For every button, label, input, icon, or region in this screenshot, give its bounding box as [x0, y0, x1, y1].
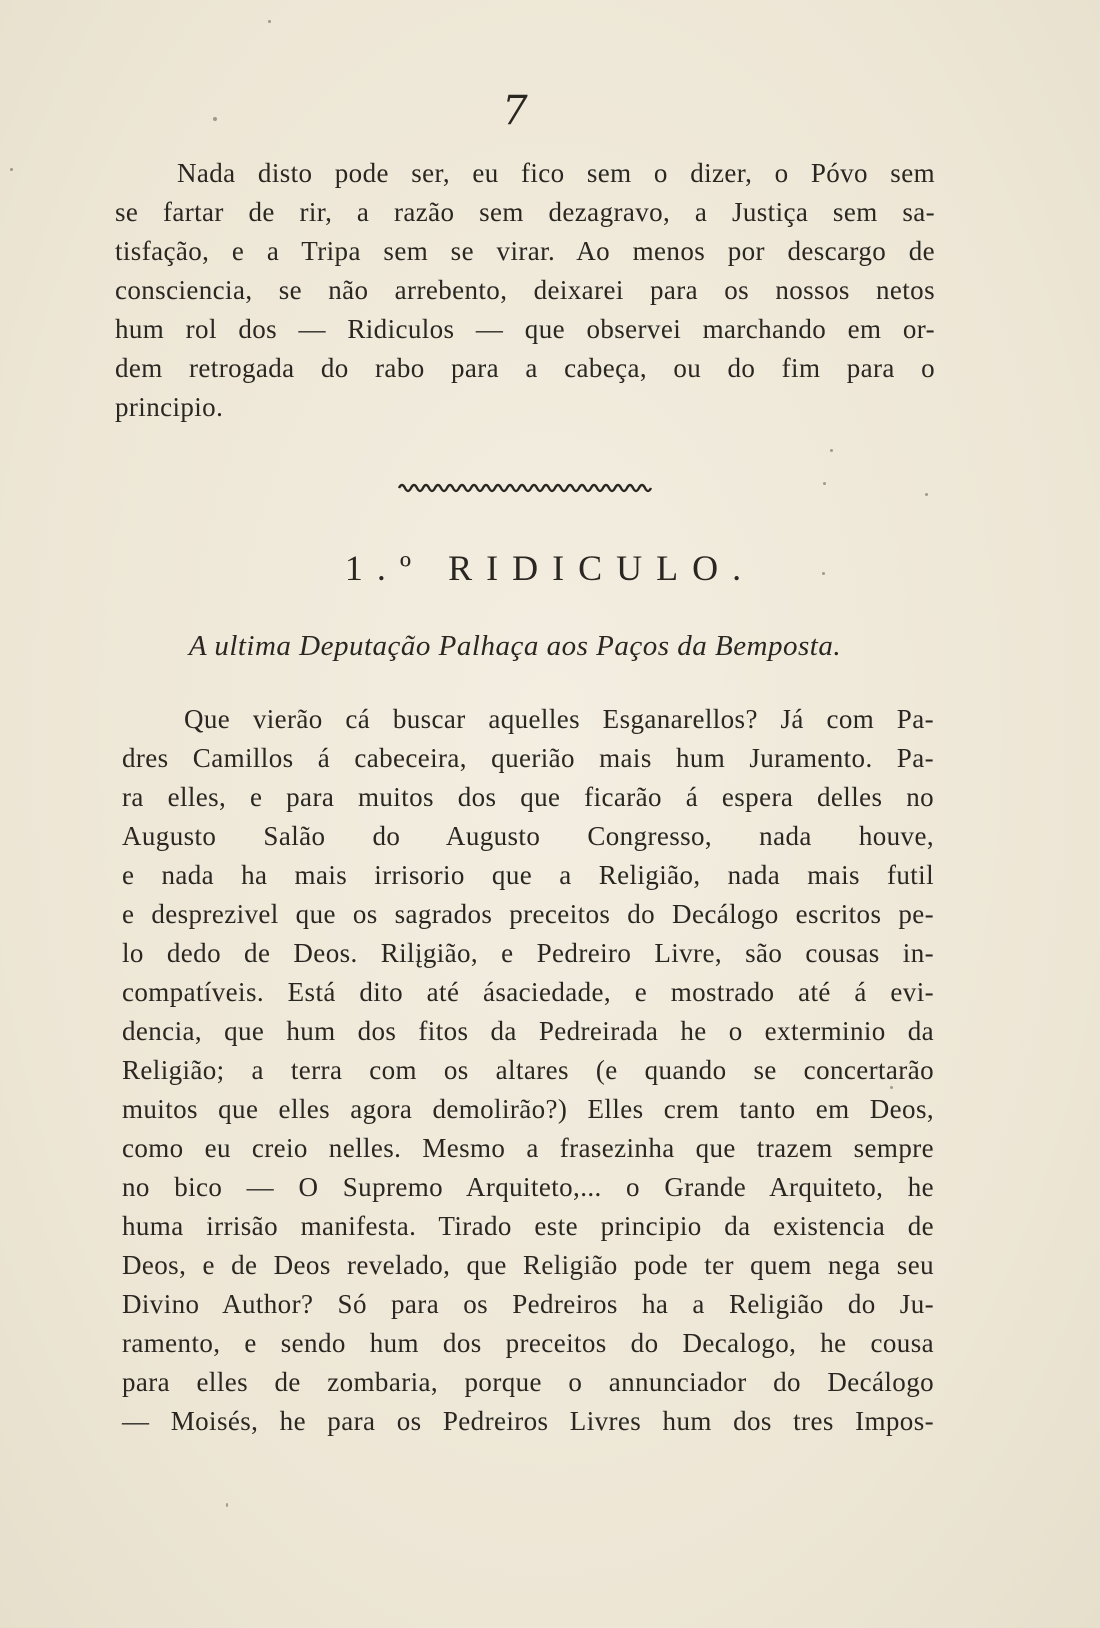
text-line: huma irrisão manifesta. Tirado este principio da existencia de	[122, 1211, 934, 1241]
text-line: muitos que elles agora demolirão?) Elles crem tanto em Deos,	[122, 1094, 934, 1124]
text-line: principio.	[115, 392, 224, 422]
text-line: ra elles, e para muitos dos que ficarão á espera delles no	[122, 782, 934, 812]
text-line: lo dedo de Deos. Rilįgião, e Pedreiro Livre, são cousas in-	[122, 938, 934, 968]
intro-paragraph	[115, 154, 935, 427]
text-line: compatíveis. Está dito até ásaciedade, e mostrado até á evi-	[122, 977, 934, 1007]
paper-speck	[10, 168, 13, 171]
section-heading: 1.º RIDICULO.	[344, 548, 756, 588]
text-line: como eu creio nelles. Mesmo a frasezinha que trazem sempre	[122, 1133, 934, 1163]
text-line: consciencia, se não arrebento, deixarei para os nossos netos	[115, 275, 935, 305]
page-number: 7	[502, 88, 528, 134]
text-line: Augusto Salão do Augusto Congresso, nada houve,	[122, 821, 934, 851]
text-line: e nada ha mais irrisorio que a Religião, nada mais futil	[122, 860, 934, 890]
paper-speck	[822, 572, 825, 575]
text-line: Deos, e de Deos revelado, que Religião pode ter quem nega seu	[122, 1250, 934, 1280]
ornamental-divider	[397, 478, 657, 498]
text-line: se fartar de rir, a razão sem dezagravo, a Justiça sem sa-	[115, 197, 935, 227]
text-line: Que vierão cá buscar aquelles Esganarellos? Já com Pa-	[184, 704, 934, 734]
paper-speck	[213, 117, 217, 121]
text-line: para elles de zombaria, porque o annunciador do Decálogo	[122, 1367, 934, 1397]
section-subtitle: A ultima Deputação Palhaça aos Paços da Bemposta.	[188, 630, 842, 662]
text-line: ramento, e sendo hum dos preceitos do Decalogo, he cousa	[122, 1328, 934, 1358]
text-line: e desprezivel que os sagrados preceitos do Decálogo escritos pe-	[122, 899, 934, 929]
text-line: — Moisés, he para os Pedreiros Livres hum dos tres Impos-	[122, 1406, 934, 1436]
paper-speck	[890, 1086, 893, 1089]
text-line: no bico — O Supremo Arquiteto,... o Grande Arquiteto, he	[122, 1172, 934, 1202]
text-line: dencia, que hum dos fitos da Pedreirada he o exterminio da	[122, 1016, 934, 1046]
text-line: Nada disto pode ser, eu fico sem o dizer, o Póvo sem	[177, 158, 935, 188]
text-line: dem retrogada do rabo para a cabeça, ou do fim para o	[115, 353, 935, 383]
text-line: tisfação, e a Tripa sem se virar. Ao menos por descargo de	[115, 236, 935, 266]
text-line: Religião; a terra com os altares (e quando se concertarão	[122, 1055, 934, 1085]
text-line: dres Camillos á cabeceira, querião mais hum Juramento. Pa-	[122, 743, 934, 773]
paper-speck	[226, 1503, 228, 1507]
paper-speck	[268, 20, 271, 23]
body-paragraph	[122, 700, 934, 1441]
text-line: Divino Author? Só para os Pedreiros ha a Religião do Ju-	[122, 1289, 934, 1319]
paper-speck	[830, 449, 833, 452]
text-line: hum rol dos — Ridiculos — que observei marchando em or-	[115, 314, 935, 344]
paper-speck	[925, 493, 928, 496]
paper-speck	[823, 482, 826, 485]
